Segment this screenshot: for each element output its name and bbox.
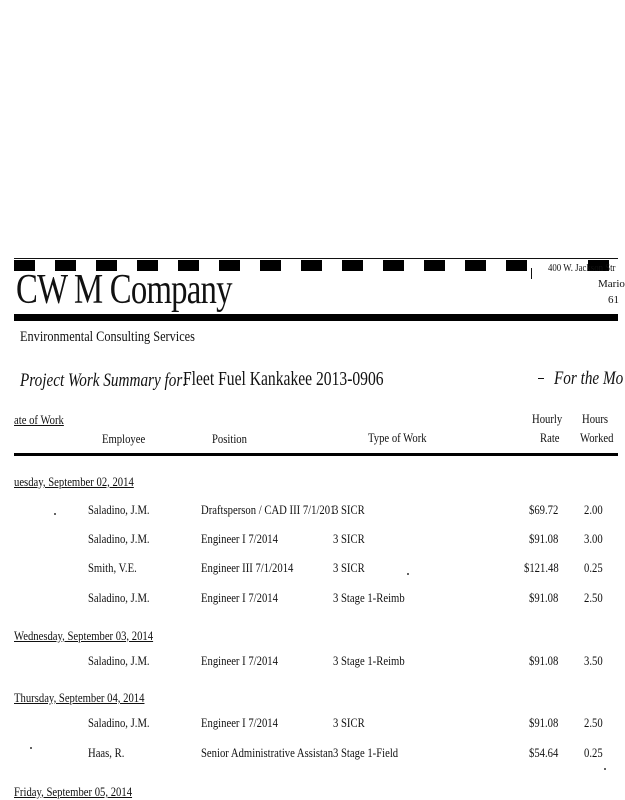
row-employee: Saladino, J.M. (88, 531, 150, 546)
row-type: 3 Stage 1-Field (333, 745, 399, 760)
row-rate: $121.48 (524, 560, 559, 575)
row-rate: $69.72 (529, 502, 559, 517)
band-block (342, 260, 363, 271)
address-line-1: 400 W. Jackson Str (548, 262, 616, 274)
row-employee: Saladino, J.M. (88, 715, 150, 730)
row-employee: Saladino, J.M. (88, 653, 150, 668)
row-type: 3 SICR (333, 531, 365, 546)
row-hours: 2.00 (584, 502, 603, 517)
band-block (383, 260, 404, 271)
row-hours: 3.50 (584, 653, 603, 668)
row-hours: 0.25 (584, 745, 603, 760)
band-block (301, 260, 322, 271)
band-block (465, 260, 486, 271)
row-hours: 3.00 (584, 531, 603, 546)
letterhead-thin-rule (14, 258, 618, 259)
column-header-date: ate of Work (14, 412, 64, 427)
column-header-rate-bottom: Rate (540, 430, 560, 445)
row-position: Engineer I 7/2014 (201, 531, 278, 546)
address-divider (531, 268, 532, 279)
company-logo-text: CW M Company (16, 267, 232, 313)
day-heading: Thursday, September 04, 2014 (14, 690, 145, 705)
row-position: Engineer I 7/2014 (201, 590, 278, 605)
row-employee: Saladino, J.M. (88, 590, 150, 605)
company-subtitle: Environmental Consulting Services (20, 329, 195, 345)
scan-speck (54, 513, 56, 515)
row-type: 3 SICR (333, 502, 365, 517)
row-employee: Smith, V.E. (88, 560, 137, 575)
scan-speck (30, 747, 32, 749)
column-header-employee: Employee (102, 431, 146, 446)
band-block (260, 260, 281, 271)
period-label: For the Mo (554, 368, 624, 389)
row-rate: $91.08 (529, 653, 559, 668)
row-type: 3 Stage 1-Reimb (333, 653, 405, 668)
row-type: 3 SICR (333, 560, 365, 575)
row-position: Draftsperson / CAD III 7/1/201 (201, 502, 336, 517)
row-rate: $91.08 (529, 715, 559, 730)
row-rate: $54.64 (529, 745, 559, 760)
scan-speck (407, 573, 409, 575)
letterhead-thick-rule (14, 314, 618, 321)
row-type: 3 Stage 1-Reimb (333, 590, 405, 605)
day-heading: uesday, September 02, 2014 (14, 474, 134, 489)
period-dash (538, 378, 544, 379)
row-hours: 0.25 (584, 560, 603, 575)
row-rate: $91.08 (529, 590, 559, 605)
row-position: Senior Administrative Assistan (201, 745, 334, 760)
day-heading: Wednesday, September 03, 2014 (14, 628, 154, 643)
project-name: Fleet Fuel Kankakee 2013-0906 (183, 368, 384, 390)
column-header-hours-bottom: Worked (580, 430, 614, 445)
header-rule (14, 453, 618, 456)
column-header-type: Type of Work (368, 430, 427, 445)
row-position: Engineer I 7/2014 (201, 653, 278, 668)
row-type: 3 SICR (333, 715, 365, 730)
address-line-2: Mario (598, 278, 625, 290)
scan-speck (604, 768, 606, 770)
column-header-position: Position (212, 431, 247, 446)
band-block (424, 260, 445, 271)
row-employee: Haas, R. (88, 745, 125, 760)
row-hours: 2.50 (584, 715, 603, 730)
row-position: Engineer I 7/2014 (201, 715, 278, 730)
summary-label: Project Work Summary for: (20, 370, 188, 391)
row-rate: $91.08 (529, 531, 559, 546)
day-heading: Friday, September 05, 2014 (14, 784, 133, 799)
band-block (506, 260, 527, 271)
column-header-hours-top: Hours (582, 411, 609, 426)
row-position: Engineer III 7/1/2014 (201, 560, 294, 575)
row-hours: 2.50 (584, 590, 603, 605)
column-header-rate-top: Hourly (532, 411, 563, 426)
row-employee: Saladino, J.M. (88, 502, 150, 517)
address-line-3: 61 (608, 294, 619, 306)
